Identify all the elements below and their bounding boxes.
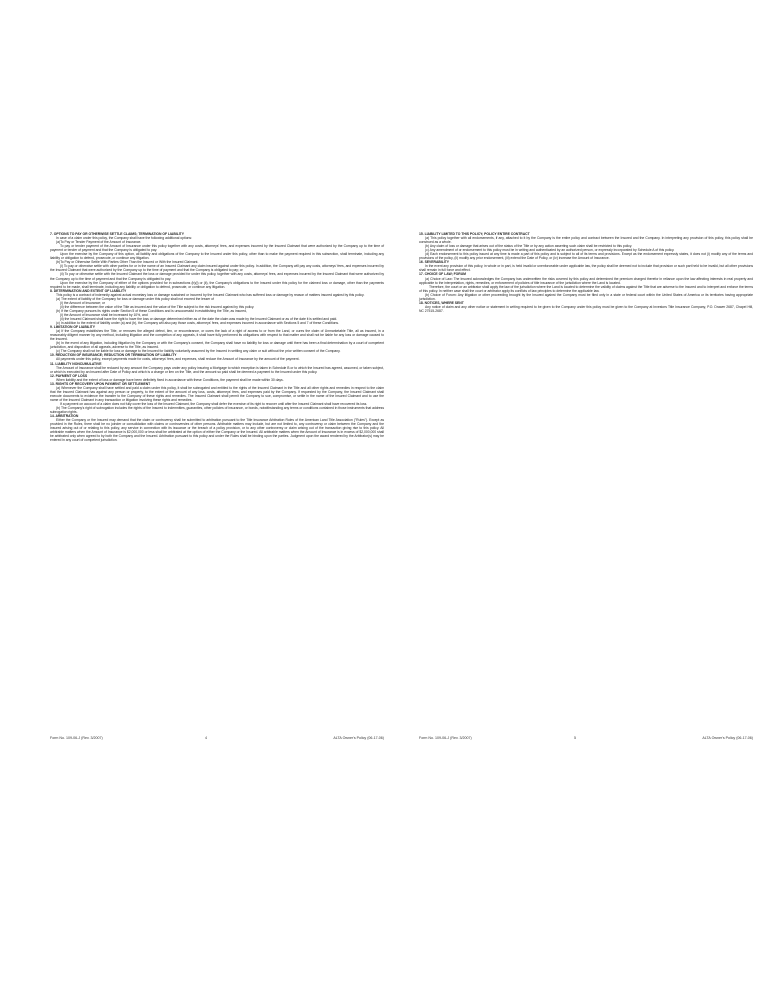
form-number: Form No. 109-06-J (Rev. 3/2007) bbox=[50, 736, 103, 740]
paragraph: (a) This policy together with all endorsements, if any, attached to it by the Company is the entire policy and contract between the Insured and the Company. In interpreting any provision of this policy, this policy shall be construed as a whole. bbox=[419, 236, 753, 245]
paragraph: (a) The extent of liability of the Company for loss or damage under this policy shall not exceed the lesser of bbox=[56, 296, 214, 301]
paragraph: Any notice of claim and any other notice or statement in writing required to be given to the Company under this policy must be given to the Company at Investors Title Insurance Company, P.O. Drawer 2687, Chapel Hill, NC 27515-2687. bbox=[419, 304, 753, 313]
page-number: 5 bbox=[574, 736, 576, 740]
left-page-body bbox=[50, 232, 384, 442]
paragraph: In case of a claim under this policy, the Company shall have the following additional options: bbox=[56, 236, 193, 241]
paragraph: (d) Each endorsement to this policy issued at any time is made a part of this policy and is subject to all of its terms and provisions. Except as the endorsement expressly states, it does not (i) modify any of the terms and provisions of the policy, (ii) modify any prior endorsement, (iii) extend the Date of Policy, or (iv) increase the Amount of Insurance. bbox=[419, 252, 753, 261]
paragraph: (i) the Amount of Insurance; or bbox=[60, 300, 105, 305]
paragraph: To pay or tender payment of the Amount of Insurance under this policy together with any costs, attorneys' fees, and expenses incurred by the Insured Claimant that were authorized by the Company up to the time of payment or tender of payment and that the Company is obligated to pay. bbox=[50, 244, 384, 253]
paragraph: Upon the exercise by the Company of either of the options provided for in subsections (b)(i) or (ii), the Company's obligations to the Insured under this policy for the claimed loss or damage, other than the payments required to be made, shall terminate, including any liability or obligation to defend, prosecute, or continue any litigation. bbox=[50, 280, 384, 289]
section-heading: 13. RIGHTS OF RECOVERY UPON PAYMENT OR SETTLEMENT bbox=[50, 381, 151, 386]
section-heading: 18. NOTICES, WHERE SENT bbox=[419, 300, 464, 305]
paragraph: (ii) the Insured Claimant shall have the right to have the loss or damage determined either as of the date the claim was made by the Insured Claimant or as of the date it is settled and paid. bbox=[60, 316, 338, 321]
paragraph: (b) Choice of Forum: Any litigation or other proceeding brought by the Insured against the Company must be filed only in a state or federal court within the United States of America or its territories having appropriate jurisdiction. bbox=[419, 292, 753, 301]
section-heading: 7. OPTIONS TO PAY OR OTHERWISE SETTLE CLAIMS; TERMINATION OF LIABILITY bbox=[50, 232, 184, 236]
section-heading: 15. LIABILITY LIMITED TO THIS POLICY; POLICY ENTIRE CONTRACT bbox=[419, 232, 530, 236]
paragraph: (i) To pay or otherwise settle with other parties for or in the name of an Insured Claimant any claim insured against under this policy. In addition, the Company will pay any costs, attorneys' fees, and expenses incurred by the Insured Claimant that were authorized by the Company up to the time of payment and that the Company is obligated to pay; or bbox=[50, 264, 384, 273]
page-number: 4 bbox=[205, 736, 207, 740]
paragraph: The Amount of Insurance shall be reduced by any amount the Company pays under any policy insuring a Mortgage to which exception is taken in Schedule B or to which the Insured has agreed, assumed, or taken subject, or which is executed by an Insured after Date of Policy and which is a charge or lien on the Title, and the amount so paid shall be deemed a payment to the Insured under this policy. bbox=[50, 365, 384, 374]
paragraph: When liability and the extent of loss or damage have been definitely fixed in accordance with these Conditions, the payment shall be made within 30 days. bbox=[56, 377, 284, 382]
paragraph: (a) Whenever the Company shall have settled and paid a claim under this policy, it shall be subrogated and entitled to the rights of the Insured Claimant in the Title and all other rights and remedies in respect to the claim that the Insured Claimant has against any person or property, to the extent of the amount of any loss, costs, attorneys' fees, and expenses paid by the Company. If requested by the Company, the Insured Claimant shall execute documents to evidence the transfer to the Company of these rights and remedies. The Insured Claimant shall permit the Company to sue, compromise, or settle in the name of the Insured Claimant and to use the name of the Insured Claimant in any transaction or litigation involving these rights and remedies. bbox=[50, 385, 384, 402]
paragraph: (ii) the difference between the value of the Title as insured and the value of the Title subject to the risk insured against by this policy. bbox=[60, 304, 255, 309]
paragraph: Therefore, the court or an arbitrator shall apply the law of the jurisdiction where the Land is located to determine the validity of claims against the Title that are adverse to the Insured and to interpret and enforce the terms of this policy. In neither case shall the court or arbitrator apply its conflicts of law principles to determine the applicable law. bbox=[419, 284, 753, 293]
policy-name: ALTA Owner's Policy (06-17-06) bbox=[333, 736, 384, 740]
paragraph: This policy is a contract of indemnity against actual monetary loss or damage sustained or incurred by the Insured Claimant who has suffered loss or damage by reason of matters insured against by this policy. bbox=[56, 292, 365, 297]
paragraph: In the event any provision of this policy, in whole or in part, is held invalid or unenforceable under applicable law, the policy shall be deemed not to include that provision or such part held to be invalid, but all other provisions shall remain in full force and effect. bbox=[419, 264, 753, 273]
paragraph: (a)To Pay or Tender Payment of the Amount of Insurance. bbox=[56, 240, 142, 245]
paragraph: (b) In the event of any litigation, including litigation by the Company or with the Company's consent, the Company shall have no liability for loss or damage until there has been a final determination by a court of competent jurisdiction, and disposition of all appeals, adverse to the Title, as insured. bbox=[50, 341, 384, 350]
right-page-body bbox=[419, 232, 753, 313]
paragraph: (c) The Company shall not be liable for loss or damage to the Insured for liability voluntarily assumed by the Insured in settling any claim or suit without the prior written consent of the Company. bbox=[56, 349, 341, 354]
paragraph: (b) Any claim of loss or damage that arises out of the status of the Title or by any action asserting such claim shall be restricted to this policy. bbox=[425, 244, 633, 249]
paragraph: (i) the Amount of Insurance shall be increased by 10%, and bbox=[60, 312, 148, 317]
paragraph: All payments under this policy, except payments made for costs, attorneys' fees, and expenses, shall reduce the Amount of Insurance by the amount of the payment. bbox=[56, 357, 300, 362]
section-heading: 16. SEVERABILITY bbox=[419, 260, 450, 265]
form-number: Form No. 109-06-J (Rev. 3/2007) bbox=[419, 736, 472, 740]
section-heading: 11. LIABILITY NONCUMULATIVE bbox=[50, 361, 102, 366]
paragraph: If a payment on account of a claim does not fully cover the loss of the Insured Claimant, the Company shall defer the exercise of its right to recover until after the Insured Claimant shall have recovered its loss. bbox=[60, 401, 368, 406]
section-heading: 17. CHOICE OF LAW; FORUM bbox=[419, 272, 466, 277]
policy-name: ALTA Owner's Policy (06-17-06) bbox=[702, 736, 753, 740]
paragraph: (a) If the Company establishes the Title, or removes the alleged defect, lien, or encumbrance, or cures the lack of a right of access to or from the Land, or cures the claim of Unmarketable Title, all as insured, in a reasonably diligent manner by any method, including litigation and the completion of any appeals, it shall have fully performed its obligations with respect to that matter and shall not be liable for any loss or damage caused to the Insured. bbox=[50, 329, 384, 342]
section-heading: 10. REDUCTION OF INSURANCE; REDUCTION OR TERMINATION OF LIABILITY bbox=[50, 353, 177, 358]
paragraph: Either the Company or the Insured may demand that the claim or controversy shall be submitted to arbitration pursuant to the Title Insurance Arbitration Rules of the American Land Title Association ("Rules"). Except as provided in the Rules, there shall be no joinder or consolidation with claims or controversies of other persons. Arbitrable matters may include, but are not limited to, any controversy or claim between the Company and the Insured arising out of or relating to this policy, any service in connection with its issuance or the breach of a policy provision, or to any other controversy or claim arising out of the transaction giving rise to this policy. All arbitrable matters when the Amount of Insurance is $2,000,000 or less shall be arbitrated at the option of either the Company or the Insured. All arbitrable matters when the Amount of Insurance is in excess of $2,000,000 shall be arbitrated only when agreed to by both the Company and the Insured. Arbitration pursuant to this policy and under the Rules shall be binding upon the parties. Judgment upon the award rendered by the Arbitrator(s) may be entered in any court of competent jurisdiction. bbox=[50, 418, 384, 443]
paragraph: Upon the exercise by the Company of this option, all liability and obligations of the Company to the Insured under this policy, other than to make the payment required in this subsection, shall terminate, including any liability or obligation to defend, prosecute, or continue any litigation. bbox=[50, 252, 384, 261]
section-heading: 14. ARBITRATION bbox=[50, 414, 79, 419]
section-heading: 8. DETERMINATION AND EXTENT OF LIABILITY bbox=[50, 288, 127, 293]
section-heading: 12. PAYMENT OF LOSS bbox=[50, 373, 88, 378]
paragraph: (c) Any amendment of or endorsement to this policy must be in writing and authenticated by an authorized person, or expressly incorporated by Schedule A of this policy. bbox=[425, 248, 675, 253]
section-heading: 9. LIMITATION OF LIABILITY bbox=[50, 325, 95, 330]
paragraph: (b)To Pay or Otherwise Settle With Parties Other Than the Insured or With the Insured Claimant. bbox=[56, 260, 199, 265]
paragraph: (a) Choice of Law: The Insured acknowledges the Company has underwritten the risks covered by this policy and determined the premium charged therefor in reliance upon the law affecting interests in real property and applicable to the interpretation, rights, remedies, or enforcement of policies of title insurance of the jurisdiction where the Land is located. bbox=[419, 276, 753, 285]
paragraph: (b) If the Company pursues its rights under Section 5 of these Conditions and is unsuccessful in establishing the Title, as insured, bbox=[56, 308, 247, 313]
paragraph: (b) The Company's right of subrogation includes the rights of the Insured to indemnities, guaranties, other policies of insurance, or bonds, notwithstanding any terms or conditions contained in those instruments that address subrogation rights. bbox=[50, 406, 385, 415]
paragraph: (ii) To pay or otherwise settle with the Insured Claimant the loss or damage provided for under this policy, together with any costs, attorneys' fees, and expenses incurred by the Insured Claimant that were authorized by the Company up to the time of payment and that the Company is obligated to pay. bbox=[50, 272, 384, 281]
paragraph: (c) In addition to the extent of liability under (a) and (b), the Company will also pay those costs, attorneys' fees, and expenses incurred in accordance with Sections 5 and 7 of these Conditions. bbox=[56, 321, 340, 326]
